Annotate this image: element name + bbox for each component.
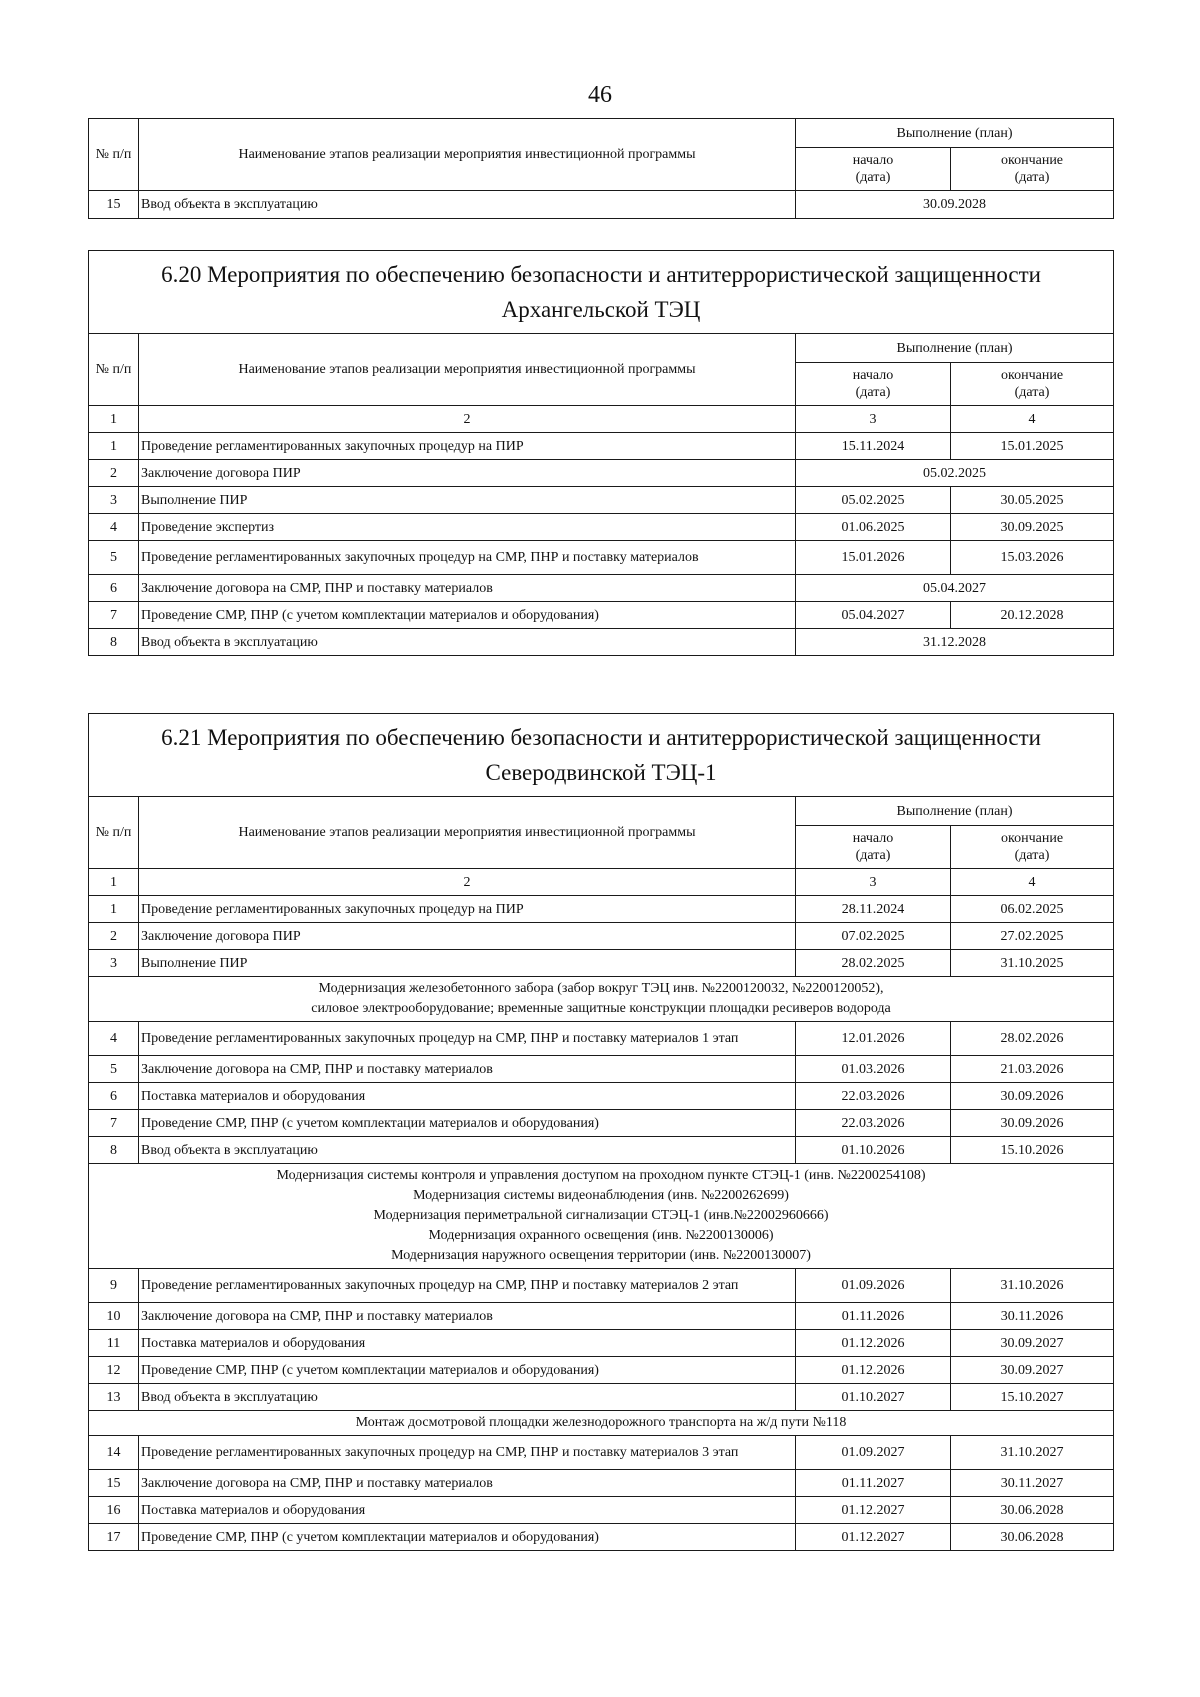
header-name: Наименование этапов реализации мероприятия инвестиционной программы xyxy=(139,797,796,869)
row-name: Ввод объекта в эксплуатацию xyxy=(139,1384,796,1411)
row-num: 7 xyxy=(89,1110,139,1137)
header-execution: Выполнение (план) xyxy=(796,119,1114,148)
row-num: 1 xyxy=(89,433,139,460)
row-name: Проведение СМР, ПНР (с учетом комплектации материалов и оборудования) xyxy=(139,1357,796,1384)
row-name: Ввод объекта в эксплуатацию xyxy=(139,629,796,656)
column-numbers-row xyxy=(89,406,1114,433)
row-num: 1 xyxy=(89,896,139,923)
row-num: 16 xyxy=(89,1497,139,1524)
section-621-title: 6.21 Мероприятия по обеспечению безопасности и антитеррористической защищенности Северодвинской ТЭЦ-1 xyxy=(89,714,1114,797)
row-name: Проведение регламентированных закупочных процедур на ПИР xyxy=(139,896,796,923)
row-end-date: 20.12.2028 xyxy=(951,602,1114,629)
row-num: 5 xyxy=(89,541,139,575)
row-num: 6 xyxy=(89,575,139,602)
row-num: 8 xyxy=(89,629,139,656)
row-end-date: 30.09.2026 xyxy=(951,1110,1114,1137)
row-name: Выполнение ПИР xyxy=(139,487,796,514)
subsection-heading xyxy=(89,1164,1114,1269)
row-num: 17 xyxy=(89,1524,139,1551)
row-name: Заключение договора ПИР xyxy=(139,460,796,487)
row-num: 2 xyxy=(89,460,139,487)
row-num: 12 xyxy=(89,1357,139,1384)
row-start-date: 22.03.2026 xyxy=(796,1110,951,1137)
row-num: 14 xyxy=(89,1436,139,1470)
row-name: Поставка материалов и оборудования xyxy=(139,1083,796,1110)
row-num: 2 xyxy=(89,923,139,950)
row-name: Заключение договора на СМР, ПНР и поставку материалов xyxy=(139,1303,796,1330)
table-row xyxy=(89,1110,1114,1137)
header-end: окончание (дата) xyxy=(951,826,1114,869)
subsection-line: Модернизация системы контроля и управления доступом на проходном пункте СТЭЦ-1 (инв. №2200254108) xyxy=(276,1168,926,1183)
header-start: начало (дата) xyxy=(796,363,951,406)
row-num: 8 xyxy=(89,1137,139,1164)
row-end-date: 15.03.2026 xyxy=(951,541,1114,575)
row-start-date: 01.12.2027 xyxy=(796,1524,951,1551)
row-end-date: 30.09.2027 xyxy=(951,1357,1114,1384)
row-end-date: 15.10.2027 xyxy=(951,1384,1114,1411)
table-row xyxy=(89,1524,1114,1551)
row-name: Ввод объекта в эксплуатацию xyxy=(139,191,796,219)
row-start-date: 15.11.2024 xyxy=(796,433,951,460)
row-name: Ввод объекта в эксплуатацию xyxy=(139,1137,796,1164)
row-num: 4 xyxy=(89,1022,139,1056)
row-name: Проведение регламентированных закупочных процедур на СМР, ПНР и поставку материалов 3 этап xyxy=(139,1436,796,1470)
header-name: Наименование этапов реализации мероприятия инвестиционной программы xyxy=(139,334,796,406)
row-start-date: 01.06.2025 xyxy=(796,514,951,541)
row-end-date: 30.06.2028 xyxy=(951,1497,1114,1524)
row-num: 3 xyxy=(89,487,139,514)
table-row xyxy=(89,1497,1114,1524)
row-start-date: 01.12.2026 xyxy=(796,1357,951,1384)
row-start-date: 01.12.2026 xyxy=(796,1330,951,1357)
subsection-heading-row xyxy=(89,977,1114,1022)
row-start-date: 01.12.2027 xyxy=(796,1497,951,1524)
row-start-date: 28.11.2024 xyxy=(796,896,951,923)
row-end-date: 30.09.2025 xyxy=(951,514,1114,541)
row-name: Проведение СМР, ПНР (с учетом комплектации материалов и оборудования) xyxy=(139,602,796,629)
table-row xyxy=(89,896,1114,923)
table-row xyxy=(89,1056,1114,1083)
row-end-date: 30.09.2027 xyxy=(951,1330,1114,1357)
row-num: 15 xyxy=(89,191,139,219)
header-num: № п/п xyxy=(89,797,139,869)
row-name: Проведение экспертиз xyxy=(139,514,796,541)
subsection-line: Монтаж досмотровой площадки железнодорожного транспорта на ж/д пути №118 xyxy=(355,1415,847,1430)
row-name: Заключение договора на СМР, ПНР и поставку материалов xyxy=(139,1056,796,1083)
row-start-date: 05.04.2027 xyxy=(796,602,951,629)
row-start-date: 07.02.2025 xyxy=(796,923,951,950)
section-620-title: 6.20 Мероприятия по обеспечению безопасности и антитеррористической защищенности Архангельской ТЭЦ xyxy=(89,251,1114,334)
subsection-line: Модернизация системы видеонаблюдения (инв. №2200262699) xyxy=(413,1188,789,1203)
page-number: 46 xyxy=(588,82,612,108)
header-name: Наименование этапов реализации мероприятия инвестиционной программы xyxy=(139,119,796,191)
col-number: 4 xyxy=(951,869,1114,896)
row-start-date: 01.03.2026 xyxy=(796,1056,951,1083)
subsection-line: Модернизация охранного освещения (инв. №2200130006) xyxy=(428,1228,774,1243)
table-row xyxy=(89,1083,1114,1110)
row-num: 10 xyxy=(89,1303,139,1330)
subsection-line: Модернизация железобетонного забора (забор вокруг ТЭЦ инв. №2200120032, №2200120052), xyxy=(318,981,884,996)
table-row xyxy=(89,1384,1114,1411)
col-number: 2 xyxy=(139,406,796,433)
row-end-date: 30.09.2026 xyxy=(951,1083,1114,1110)
col-number: 4 xyxy=(951,406,1114,433)
top-table xyxy=(88,118,1114,219)
section-621-table xyxy=(88,713,1114,1551)
row-end-date: 28.02.2026 xyxy=(951,1022,1114,1056)
subsection-heading xyxy=(89,1411,1114,1436)
table-row xyxy=(89,514,1114,541)
table-row xyxy=(89,629,1114,656)
row-start-date: 05.02.2025 xyxy=(796,487,951,514)
header-num: № п/п xyxy=(89,334,139,406)
table-row xyxy=(89,1303,1114,1330)
subsection-line: Модернизация наружного освещения территории (инв. №2200130007) xyxy=(391,1248,811,1263)
row-start-date: 01.11.2027 xyxy=(796,1470,951,1497)
header-num: № п/п xyxy=(89,119,139,191)
row-num: 15 xyxy=(89,1470,139,1497)
row-start-date: 28.02.2025 xyxy=(796,950,951,977)
row-start-date: 01.09.2026 xyxy=(796,1269,951,1303)
row-start-date: 15.01.2026 xyxy=(796,541,951,575)
row-end-date: 15.10.2026 xyxy=(951,1137,1114,1164)
header-end: окончание (дата) xyxy=(951,148,1114,191)
table-row xyxy=(89,191,1114,219)
col-number: 2 xyxy=(139,869,796,896)
table-row xyxy=(89,950,1114,977)
header-start: начало (дата) xyxy=(796,826,951,869)
row-num: 9 xyxy=(89,1269,139,1303)
row-name: Выполнение ПИР xyxy=(139,950,796,977)
row-num: 4 xyxy=(89,514,139,541)
row-start-date: 01.09.2027 xyxy=(796,1436,951,1470)
row-end-date: 31.10.2027 xyxy=(951,1436,1114,1470)
subsection-line: Модернизация периметральной сигнализации СТЭЦ-1 (инв.№22002960666) xyxy=(373,1208,829,1223)
col-number: 3 xyxy=(796,406,951,433)
row-name: Проведение регламентированных закупочных процедур на СМР, ПНР и поставку материалов 1 этап xyxy=(139,1022,796,1056)
table-row xyxy=(89,460,1114,487)
row-name: Проведение регламентированных закупочных процедур на СМР, ПНР и поставку материалов xyxy=(139,541,796,575)
table-row xyxy=(89,1137,1114,1164)
header-end: окончание (дата) xyxy=(951,363,1114,406)
row-end-date: 31.10.2026 xyxy=(951,1269,1114,1303)
row-end-date: 30.05.2025 xyxy=(951,487,1114,514)
subsection-heading-row xyxy=(89,1164,1114,1269)
row-end-date: 15.01.2025 xyxy=(951,433,1114,460)
table-row xyxy=(89,1436,1114,1470)
section-620-table xyxy=(88,250,1114,656)
row-name: Проведение СМР, ПНР (с учетом комплектации материалов и оборудования) xyxy=(139,1524,796,1551)
row-date: 31.12.2028 xyxy=(796,629,1114,656)
row-name: Проведение регламентированных закупочных процедур на ПИР xyxy=(139,433,796,460)
row-num: 11 xyxy=(89,1330,139,1357)
row-end-date: 06.02.2025 xyxy=(951,896,1114,923)
col-number: 1 xyxy=(89,406,139,433)
table-row xyxy=(89,433,1114,460)
header-start: начало (дата) xyxy=(796,148,951,191)
table-row xyxy=(89,1269,1114,1303)
table-row xyxy=(89,602,1114,629)
table-row xyxy=(89,575,1114,602)
table-row xyxy=(89,541,1114,575)
row-num: 7 xyxy=(89,602,139,629)
row-start-date: 01.10.2026 xyxy=(796,1137,951,1164)
row-date: 30.09.2028 xyxy=(796,191,1114,219)
table-row xyxy=(89,1330,1114,1357)
row-name: Заключение договора на СМР, ПНР и поставку материалов xyxy=(139,575,796,602)
row-end-date: 27.02.2025 xyxy=(951,923,1114,950)
row-start-date: 01.11.2026 xyxy=(796,1303,951,1330)
row-start-date: 22.03.2026 xyxy=(796,1083,951,1110)
row-date: 05.02.2025 xyxy=(796,460,1114,487)
table-row xyxy=(89,487,1114,514)
row-end-date: 21.03.2026 xyxy=(951,1056,1114,1083)
col-number: 3 xyxy=(796,869,951,896)
row-name: Заключение договора ПИР xyxy=(139,923,796,950)
row-name: Проведение регламентированных закупочных процедур на СМР, ПНР и поставку материалов 2 этап xyxy=(139,1269,796,1303)
row-name: Поставка материалов и оборудования xyxy=(139,1497,796,1524)
subsection-heading xyxy=(89,977,1114,1022)
header-execution: Выполнение (план) xyxy=(796,797,1114,826)
subsection-heading-row xyxy=(89,1411,1114,1436)
row-start-date: 01.10.2027 xyxy=(796,1384,951,1411)
row-end-date: 31.10.2025 xyxy=(951,950,1114,977)
table-row xyxy=(89,1357,1114,1384)
row-name: Поставка материалов и оборудования xyxy=(139,1330,796,1357)
row-name: Проведение СМР, ПНР (с учетом комплектации материалов и оборудования) xyxy=(139,1110,796,1137)
table-row xyxy=(89,1022,1114,1056)
table-row xyxy=(89,1470,1114,1497)
row-end-date: 30.11.2027 xyxy=(951,1470,1114,1497)
row-start-date: 12.01.2026 xyxy=(796,1022,951,1056)
row-num: 13 xyxy=(89,1384,139,1411)
row-name: Заключение договора на СМР, ПНР и поставку материалов xyxy=(139,1470,796,1497)
column-numbers-row xyxy=(89,869,1114,896)
row-num: 5 xyxy=(89,1056,139,1083)
header-execution: Выполнение (план) xyxy=(796,334,1114,363)
row-end-date: 30.06.2028 xyxy=(951,1524,1114,1551)
row-end-date: 30.11.2026 xyxy=(951,1303,1114,1330)
col-number: 1 xyxy=(89,869,139,896)
row-num: 6 xyxy=(89,1083,139,1110)
row-num: 3 xyxy=(89,950,139,977)
subsection-line: силовое электрооборудование; временные защитные конструкции площадки ресиверов водорода xyxy=(311,1001,891,1016)
row-date: 05.04.2027 xyxy=(796,575,1114,602)
table-row xyxy=(89,923,1114,950)
